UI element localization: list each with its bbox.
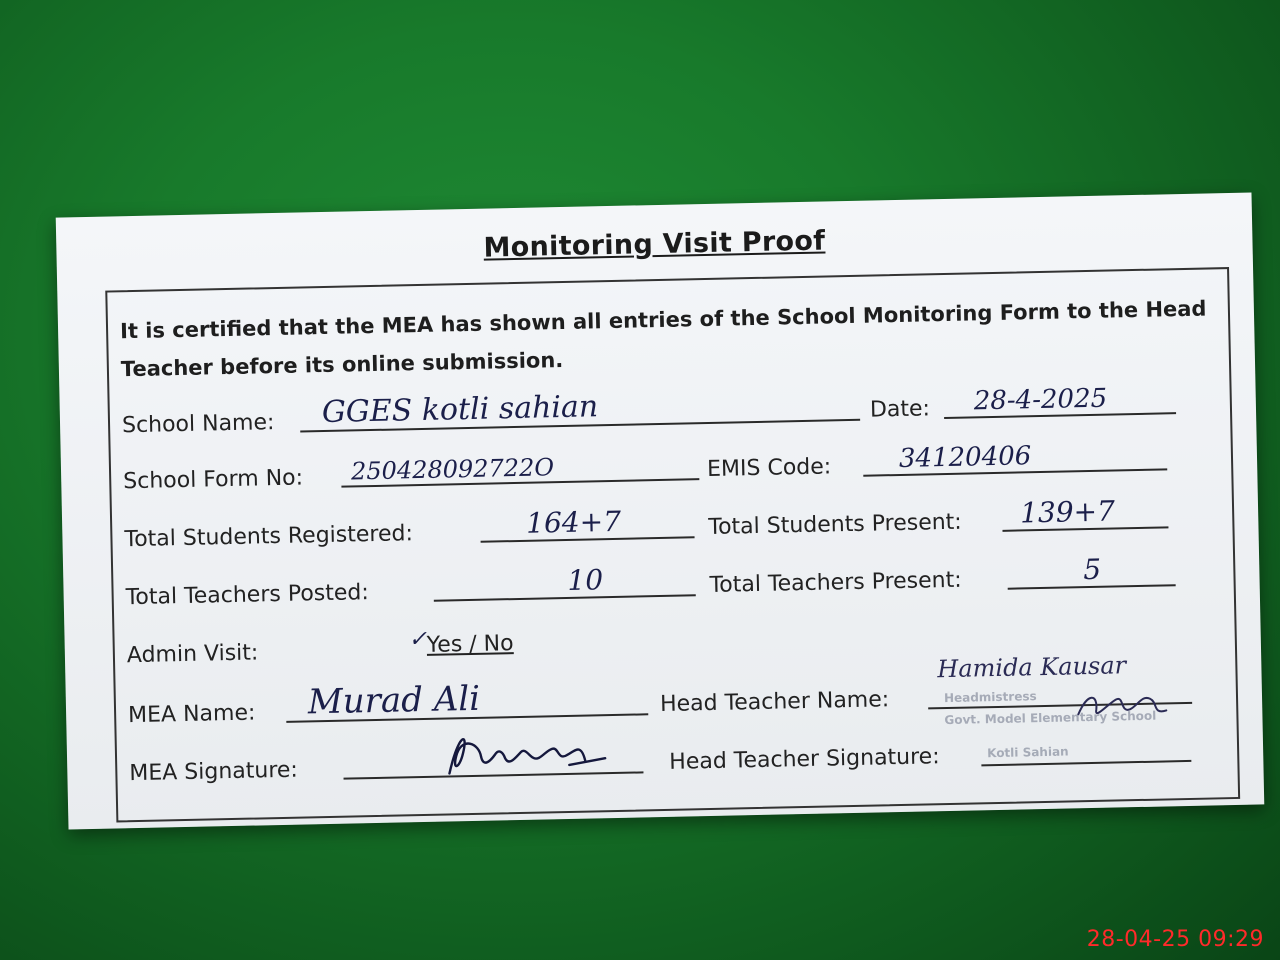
students-row xyxy=(124,495,1225,554)
stamp-text-3: Kotli Sahian xyxy=(986,744,1069,761)
mea-name-value: Murad Ali xyxy=(307,678,481,723)
form-body xyxy=(105,267,1240,822)
stamp-text-2: Govt. Model Elementary School xyxy=(944,708,1157,728)
head-teacher-name-value: Hamida Kausar xyxy=(937,651,1127,684)
teachers-row xyxy=(125,553,1226,612)
monitoring-visit-card xyxy=(56,193,1265,830)
students-present-label: Total Students Present: xyxy=(708,509,962,540)
admin-visit-options: Yes / No xyxy=(426,631,514,658)
form-no-row xyxy=(123,437,1224,496)
students-registered-value: 164+7 xyxy=(525,504,622,540)
admin-visit-row xyxy=(126,622,727,671)
form-no-label: School Form No: xyxy=(123,465,304,495)
head-teacher-signature-label: Head Teacher Signature: xyxy=(669,744,940,775)
school-name-row xyxy=(122,381,1223,440)
mea-signature-image xyxy=(428,720,619,782)
check-mark-icon: ✓ xyxy=(408,626,428,653)
teachers-present-value: 5 xyxy=(1082,552,1102,587)
students-present-value: 139+7 xyxy=(1019,494,1116,530)
emis-label: EMIS Code: xyxy=(706,454,832,483)
students-registered-label: Total Students Registered: xyxy=(124,521,414,553)
teachers-posted-label: Total Teachers Posted: xyxy=(125,580,370,611)
school-name-label: School Name: xyxy=(121,410,275,439)
stamp-text-1: Headmistress xyxy=(943,689,1037,706)
school-name-value: GGES kotli sahian xyxy=(321,389,599,431)
head-teacher-name-label: Head Teacher Name: xyxy=(659,687,890,718)
admin-visit-label: Admin Visit: xyxy=(126,640,259,669)
signatures-row xyxy=(129,729,1230,788)
head-teacher-signature-image xyxy=(1068,682,1179,724)
teachers-present-label: Total Teachers Present: xyxy=(709,567,962,598)
mea-signature-label: MEA Signature: xyxy=(129,757,299,787)
date-value: 28-4-2025 xyxy=(973,383,1108,417)
photo-timestamp: 28-04-25 09:29 xyxy=(1086,927,1264,952)
mea-name-label: MEA Name: xyxy=(127,700,256,729)
emis-value: 34120406 xyxy=(898,441,1032,474)
form-no-value: 250428092722O xyxy=(350,453,555,486)
date-label: Date: xyxy=(869,396,931,423)
certification-text: It is certified that the MEA has shown all entries of the School Monitoring Form to the Head Teacher before its online submission. xyxy=(119,296,1207,382)
teachers-posted-value: 10 xyxy=(567,563,604,597)
form-title: Monitoring Visit Proof xyxy=(483,225,826,264)
